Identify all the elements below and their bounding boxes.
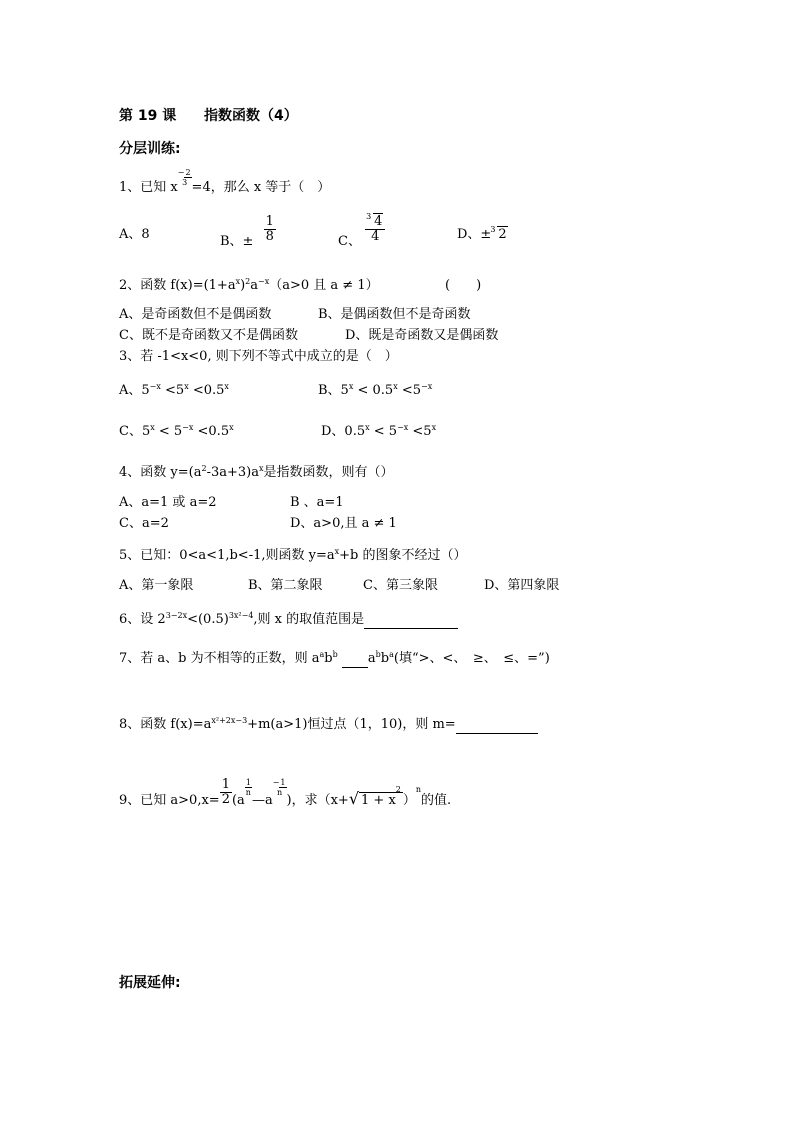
q1-stem-post: =4，那么 x 等于（ ） <box>191 180 331 195</box>
q9-stem: 9、已知 a>0,x= <box>119 793 220 808</box>
q4-option-c: C、a=2 <box>119 516 169 531</box>
q1-d-label: D、± <box>457 227 492 242</box>
q7-sup-b1: b <box>332 650 338 659</box>
q1-c-fraction <box>365 212 385 244</box>
q2-option-c: C、既不是奇函数又不是偶函数 <box>119 328 298 343</box>
q3-b-exp2: x <box>393 382 398 391</box>
q4-sup-2: 2 <box>201 464 207 473</box>
q4-option-a: A、a=1 或 a=2 <box>119 495 217 510</box>
q1-b-num: 1 <box>265 214 274 229</box>
section-practice-heading: 分层训练: <box>119 141 181 157</box>
q7-answer-blank[interactable] <box>342 651 368 668</box>
q9-half-fraction <box>220 778 232 807</box>
q3-a-exp2: x <box>184 382 189 391</box>
q3-c-label: C、5 <box>119 424 151 439</box>
question-5 <box>119 548 467 564</box>
q9-sup-n: n <box>415 785 422 794</box>
q3-d-label: D、0.5 <box>321 424 366 439</box>
q3-a-label: A、5 <box>119 383 150 398</box>
q1-c-root-index: 3 <box>366 212 372 221</box>
q3-b-label: B、5 <box>318 383 349 398</box>
q1-c-root <box>366 212 383 229</box>
q2-sup-negx: −x <box>258 277 270 286</box>
q9-paren-a: (a <box>231 793 245 808</box>
q1-c-label: C、 <box>338 234 361 249</box>
q4-option-d: D、a>0,且 a ≠ 1 <box>290 516 397 531</box>
q7-sup-a1: a <box>319 650 325 659</box>
q6-stem: 6、设 2 <box>119 612 166 627</box>
q2-answer-paren: ( ) <box>445 278 482 293</box>
q4-sup-x: x <box>258 464 264 473</box>
q3-c-exp2: −x <box>182 423 194 432</box>
q3-d-exp1: x <box>365 423 370 432</box>
q3-option-c: C、$5^x < 5^{-x} <0.5^x$ <box>119 423 234 439</box>
q9-tail2: 的值. <box>421 793 452 808</box>
q3-a-exp1: −x <box>149 382 161 391</box>
q3-b-exp1: x <box>348 382 354 391</box>
q3-c-exp1: x <box>150 423 155 432</box>
q2-option-b: B、是偶函数但不是奇函数 <box>318 307 471 322</box>
q9-half-den: 2 <box>221 792 230 807</box>
q9-half-num: 1 <box>221 777 230 792</box>
q2-stem: 2、函数 f(x)=(1+a <box>119 278 236 293</box>
q2-stem-a: a <box>250 278 259 293</box>
q5-option-d: D、第四象限 <box>484 578 560 593</box>
q6-exp1: 3−2x <box>165 611 188 620</box>
q5-stem-post: +b 的图象不经过（） <box>339 548 467 563</box>
q1-b-label: B、± <box>220 234 254 249</box>
question-4 <box>119 465 394 481</box>
lesson-topic: 指数函数（4） <box>203 108 298 124</box>
q2-stem-mid: ) <box>240 278 246 293</box>
q8-stem-post: +m(a>1)恒过点（1，10)，则 m= <box>247 717 456 732</box>
q3-a-exp3: x <box>224 382 229 391</box>
q1-d-radicand: 2 <box>498 227 507 242</box>
q7-sup-a2: a <box>389 650 394 659</box>
question-2 <box>119 278 379 294</box>
q4-option-b: B 、a=1 <box>290 495 344 510</box>
q9-radical-sign: √ <box>348 789 360 808</box>
q9-sup-2: 2 <box>395 785 401 794</box>
q6-stem-post: ,则 x 的取值范围是 <box>253 612 365 627</box>
page-title <box>119 108 298 124</box>
q8-answer-blank[interactable] <box>456 717 538 734</box>
q8-stem: 8、函数 f(x)=a <box>119 717 212 732</box>
q1-option-c <box>338 212 385 249</box>
q2-condition: （a>0 且 a ≠ 1） <box>269 278 379 293</box>
q9-paren-close: )，求（x+ <box>286 793 349 808</box>
q4-stem-mid: -3a+3)a <box>206 465 259 480</box>
q7-sup-b2: b <box>375 650 381 659</box>
q6-exp2: 3x²−4 <box>228 611 254 620</box>
question-6 <box>119 612 458 629</box>
question-3: 3、若 -1<x<0, 则下列不等式中成立的是（ ） <box>119 349 398 364</box>
q1-c-den: 4 <box>371 229 380 244</box>
q9-exp2: −1 n <box>272 778 286 797</box>
question-8 <box>119 717 538 734</box>
q9-expr <box>231 778 452 808</box>
q9-root-body: 1 + x <box>361 793 396 808</box>
q2-option-d: D、既是奇函数又是偶函数 <box>345 328 499 343</box>
q5-option-c: C、第三象限 <box>363 578 438 593</box>
q5-option-a: A、第一象限 <box>119 578 194 593</box>
q3-b-exp3: −x <box>421 382 433 391</box>
q1-c-radicand: 4 <box>374 214 383 229</box>
q9-radicand <box>359 785 403 808</box>
q1-b-fraction <box>264 215 276 244</box>
q1-stem: 1、已知 x <box>119 180 178 195</box>
q9-exp1: $\frac{1}{n}$ <box>245 778 251 797</box>
q7-stem: 7、若 a、b 为不相等的正数，则 a <box>119 651 320 666</box>
q1-option-b <box>220 214 276 249</box>
q9-tail: ） <box>402 793 416 808</box>
q6-stem-mid: <(0.5) <box>187 612 229 627</box>
q4-stem-post: 是指数函数，则有（） <box>263 465 394 480</box>
q1-option-a: A、8 <box>119 227 150 242</box>
q3-d-exp2: −x <box>397 423 409 432</box>
q5-sup-x: x <box>334 547 340 556</box>
q1-exponent: −2 3 <box>177 168 191 187</box>
q1-b-den: 8 <box>265 229 274 244</box>
q1-exp-num: 2 <box>185 168 191 177</box>
q7-stem-post: (填“>、<、 ≥、 ≤、=”) <box>393 651 550 666</box>
question-7: 7、若 a、b 为不相等的正数，则 $a^ab^b$ $a^bb^a$(填“>、<、 ≥、 ≤、=”) <box>119 650 550 666</box>
q3-option-b: B、$5^x < 0.5^x <5^{-x}$ <box>318 382 433 398</box>
q2-sup-2: 2 <box>245 277 251 286</box>
q1-option-d <box>457 227 508 243</box>
question-9 <box>119 778 451 807</box>
section-extension-heading: 拓展延伸: <box>119 975 181 991</box>
lesson-number: 第 19 课 <box>119 108 177 124</box>
q3-option-d: D、$0.5^x < 5^{-x} <5^x$ <box>321 423 437 439</box>
question-1 <box>119 168 331 199</box>
q3-option-a: A、$5^{-x} <5^x <0.5^x$ <box>119 382 229 398</box>
q2-option-a: A、是奇函数但不是偶函数 <box>119 307 272 322</box>
q1-d-root <box>491 227 507 243</box>
q9-dash: —a <box>251 793 273 808</box>
q8-exp: x²+2x−3 <box>211 716 248 725</box>
q2-sup-x: x <box>235 277 241 286</box>
q1-d-root-index: 3 <box>490 225 496 234</box>
q5-stem: 5、已知：0<a<1,b<-1,则函数 y=a <box>119 548 335 563</box>
q4-stem: 4、函数 y=(a <box>119 465 202 480</box>
q5-option-b: B、第二象限 <box>248 578 323 593</box>
q3-c-exp3: x <box>229 423 234 432</box>
q6-answer-blank[interactable] <box>364 612 458 629</box>
q1-exp-den: 3 <box>182 178 188 187</box>
q3-d-exp3: x <box>431 423 437 432</box>
q1-c-num <box>365 212 385 230</box>
